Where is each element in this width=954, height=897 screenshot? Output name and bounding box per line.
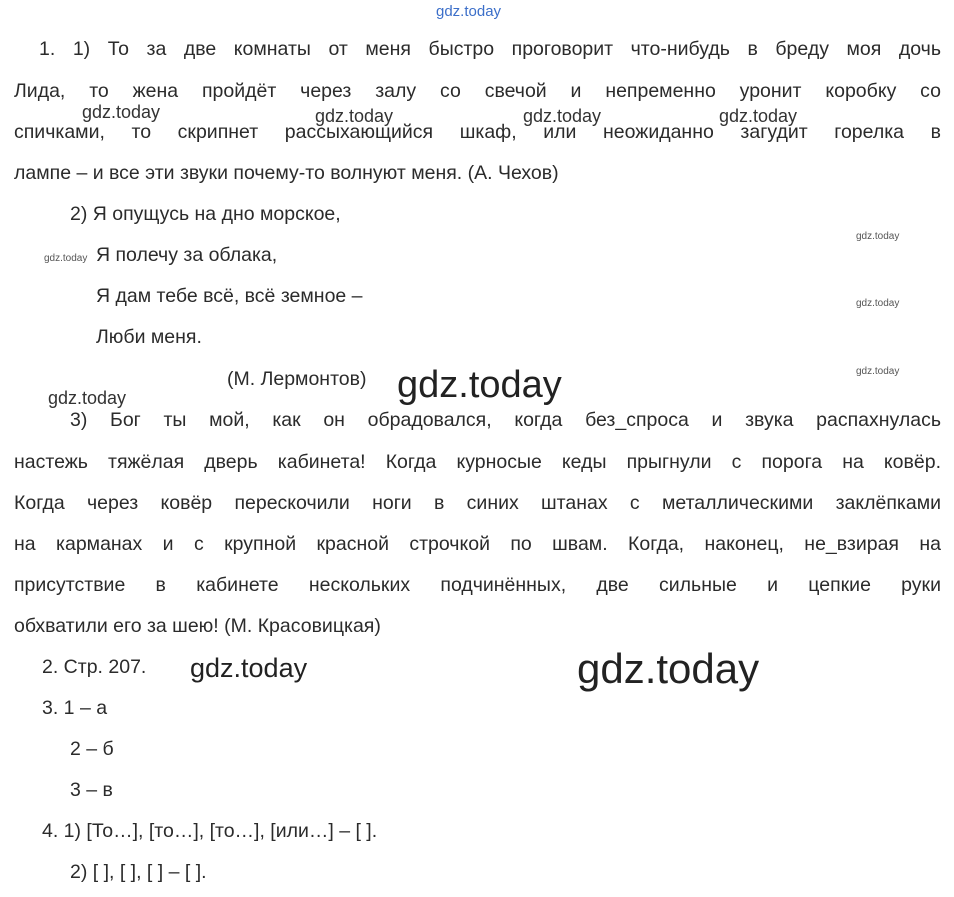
poem-line: Я полечу за облака, xyxy=(96,244,278,266)
exercise-2: 2. Стр. 207. xyxy=(42,656,147,678)
exercise-3-line: 2 – б xyxy=(70,738,114,760)
paragraph-line: Лида, то жена пройдёт через залу со свечой и непременно уронит коробку со xyxy=(14,80,941,102)
watermark: gdz.today xyxy=(856,298,900,309)
exercise-3-line: 3 – в xyxy=(70,779,113,801)
paragraph-line: лампе – и все эти звуки почему-то волнуют меня. (А. Чехов) xyxy=(14,162,559,184)
exercise-3-line: 3. 1 – а xyxy=(42,697,108,719)
watermark: gdz.today xyxy=(190,653,308,683)
poem-line: Я дам тебе всё, всё земное – xyxy=(96,285,363,307)
poem-line: Люби меня. xyxy=(96,326,202,348)
watermark: gdz.today xyxy=(82,102,161,122)
paragraph-line: на карманах и с крупной красной строчкой по швам. Когда, наконец, не_взирая на xyxy=(14,533,941,555)
watermark: gdz.today xyxy=(315,106,394,126)
paragraph-line: 3) Бог ты мой, как он обрадовался, когда без_спроса и звука распахнулась xyxy=(70,409,941,431)
watermark: gdz.today xyxy=(719,106,798,126)
paragraph-line: присутствие в кабинете нескольких подчинённых, две сильные и цепкие руки xyxy=(14,574,941,596)
exercise-4-line: 2) [ ], [ ], [ ] – [ ]. xyxy=(70,861,207,883)
poem-author: (М. Лермонтов) xyxy=(227,368,367,390)
paragraph-line: настежь тяжёлая дверь кабинета! Когда курносые кеды прыгнули с порога на ковёр. xyxy=(14,451,941,473)
watermark: gdz.today xyxy=(48,388,127,408)
exercise-4-line: 4. 1) [То…], [то…], [то…], [или…] – [ ]. xyxy=(42,820,378,842)
watermark: gdz.today xyxy=(856,231,900,242)
watermark-large: gdz.today xyxy=(577,645,760,692)
poem-line: 2) Я опущусь на дно морское, xyxy=(70,203,341,225)
watermark: gdz.today xyxy=(44,253,88,264)
paragraph-line: обхватили его за шею! (М. Красовицкая) xyxy=(14,615,381,637)
watermark-top: gdz.today xyxy=(436,3,502,20)
paragraph-line: 1. 1) То за две комнаты от меня быстро проговорит что-нибудь в бреду моя дочь xyxy=(39,38,941,60)
watermark-large: gdz.today xyxy=(397,364,562,406)
paragraph-line: спичками, то скрипнет рассыхающийся шкаф, или неожиданно загудит горелка в xyxy=(14,121,941,143)
watermark: gdz.today xyxy=(523,106,602,126)
paragraph-line: Когда через ковёр перескочили ноги в синих штанах с металлическими заклёпками xyxy=(14,492,941,514)
watermark: gdz.today xyxy=(856,366,900,377)
